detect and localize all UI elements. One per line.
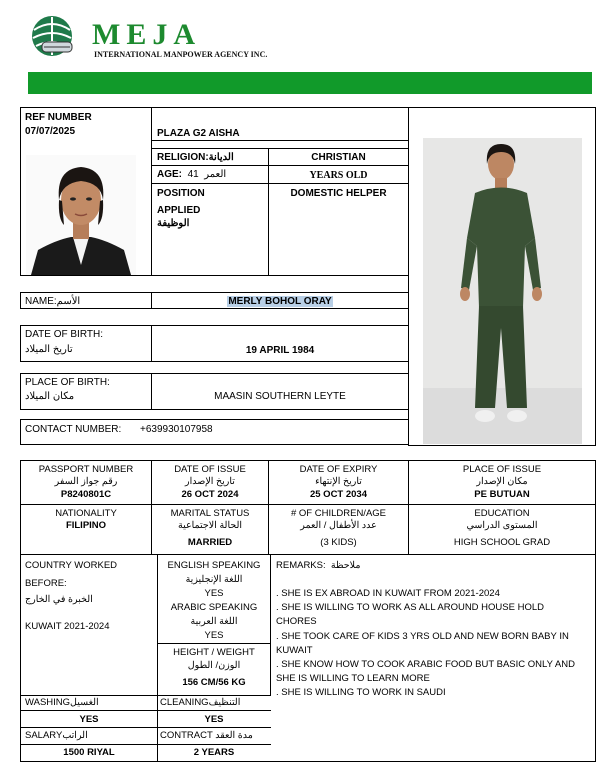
contract-label: CONTRACT مدة العقد bbox=[160, 730, 253, 741]
remarks-list bbox=[276, 587, 592, 701]
agency-name: MEJA bbox=[92, 18, 201, 51]
expiry-date: 25 OCT 2034 bbox=[309, 489, 368, 500]
contract: 2 YEARS bbox=[193, 747, 235, 758]
salary: 1500 RIYAL bbox=[63, 747, 115, 758]
dob-label-ar: تاريخ الميلاد bbox=[25, 344, 73, 355]
remark-line: . SHE IS EX ABROAD IN KUWAIT FROM 2021-2024 bbox=[276, 588, 500, 599]
height-weight-label: HEIGHT / WEIGHT bbox=[173, 647, 255, 658]
remark-line: . SHE IS WILLING TO WORK IN SAUDI bbox=[276, 687, 446, 699]
english-speaking-label: ENGLISH SPEAKING bbox=[167, 560, 261, 571]
position-label-2: APPLIED bbox=[157, 205, 201, 216]
place-of-issue-label-ar: مكان الإصدار bbox=[476, 476, 528, 487]
country-worked-label-1: COUNTRY WORKED bbox=[25, 560, 118, 571]
passport-number-label-ar: رقم جواز السفر bbox=[54, 476, 118, 487]
pob-label-ar: مكان الميلاد bbox=[25, 391, 75, 402]
cleaning-label: CLEANINGالتنظيف bbox=[160, 697, 241, 708]
remark-line: . SHE IS WILLING TO WORK AS ALL AROUND HOUSE HOLD bbox=[276, 602, 545, 614]
remark-line: CHORES bbox=[276, 616, 317, 628]
cleaning: YES bbox=[204, 714, 224, 725]
place-of-issue: PE BUTUAN bbox=[474, 489, 530, 500]
dob-label: DATE OF BIRTH: bbox=[25, 329, 103, 340]
education-label-ar: المستوى الدراسي bbox=[466, 520, 538, 531]
children-label-ar: عدد الأطفال / العمر bbox=[300, 520, 377, 531]
expiry-date-label: DATE OF EXPIRY bbox=[299, 464, 378, 475]
age-unit: YEARS OLD bbox=[309, 170, 368, 181]
washing: YES bbox=[79, 714, 99, 725]
arabic-speaking: YES bbox=[204, 630, 224, 641]
marital-status: MARRIED bbox=[187, 537, 233, 548]
agency-tagline: INTERNATIONAL MANPOWER AGENCY INC. bbox=[94, 50, 268, 59]
headshot-photo bbox=[26, 155, 136, 275]
full-body-photo bbox=[423, 138, 582, 444]
height-weight-label-ar: الوزن/ الطول bbox=[187, 660, 241, 671]
ref-number-value: 07/07/2025 bbox=[25, 126, 76, 137]
issue-date-label-ar: تاريخ الإصدار bbox=[185, 476, 235, 487]
name-label: NAME:الأسم bbox=[25, 296, 81, 307]
position-label-1: POSITION bbox=[157, 188, 205, 199]
remark-line: . SHE KNOW HOW TO COOK ARABIC FOOD BUT BASIC ONLY AND bbox=[276, 659, 575, 671]
religion-value: CHRISTIAN bbox=[311, 152, 366, 163]
place-of-issue-label: PLACE OF ISSUE bbox=[462, 464, 542, 475]
height-weight: 156 CM/56 KG bbox=[182, 677, 246, 688]
header-band bbox=[28, 72, 592, 94]
marital-status-label: MARITAL STATUS bbox=[170, 508, 250, 519]
passport-number: P8240801C bbox=[60, 489, 112, 500]
english-speaking-label-ar: اللغة الإنجليزية bbox=[185, 574, 243, 585]
plaza-name: PLAZA G2 AISHA bbox=[157, 128, 240, 139]
issue-date: 26 OCT 2024 bbox=[181, 489, 239, 500]
position-value: DOMESTIC HELPER bbox=[290, 188, 387, 199]
ref-number-label: REF NUMBER bbox=[25, 112, 92, 123]
religion-label: RELIGION:الديانة bbox=[157, 152, 234, 163]
education: HIGH SCHOOL GRAD bbox=[453, 537, 551, 548]
contact-value: +639930107958 bbox=[140, 424, 213, 435]
english-speaking: YES bbox=[204, 588, 224, 599]
marital-status-label-ar: الحالة الاجتماعية bbox=[178, 520, 242, 531]
remark-line: . SHE TOOK CARE OF KIDS 3 YRS OLD AND NEW BORN BABY IN bbox=[276, 630, 569, 642]
agency-logo bbox=[28, 14, 88, 60]
salary-label: SALARYالراتب bbox=[25, 730, 88, 741]
position-label-ar: الوظيفة bbox=[157, 218, 190, 229]
dob-value: 19 APRIL 1984 bbox=[245, 345, 315, 356]
children-label: # OF CHILDREN/AGE bbox=[290, 508, 387, 519]
country-worked-label-2: BEFORE: bbox=[25, 578, 67, 589]
pob-label: PLACE OF BIRTH: bbox=[25, 377, 110, 388]
remark-line: SHE IS WILLING TO LEARN MORE bbox=[276, 673, 430, 685]
nationality: FILIPINO bbox=[65, 520, 107, 531]
country-worked-label-ar: الخبرة في الخارج bbox=[25, 594, 93, 605]
washing-label: WASHINGالغسيل bbox=[25, 697, 99, 708]
pob-value: MAASIN SOUTHERN LEYTE bbox=[214, 391, 346, 402]
name-value: MERLY BOHOL ORAY bbox=[228, 296, 332, 307]
expiry-date-label-ar: تاريخ الإنتهاء bbox=[315, 476, 362, 487]
remark-line: KUWAIT bbox=[276, 644, 313, 656]
nationality-label: NATIONALITY bbox=[55, 508, 117, 519]
arabic-speaking-label: ARABIC SPEAKING bbox=[170, 602, 258, 613]
issue-date-label: DATE OF ISSUE bbox=[174, 464, 246, 475]
age-label: AGE: العمر 41 bbox=[157, 169, 227, 180]
education-label: EDUCATION bbox=[474, 508, 530, 519]
passport-number-label: PASSPORT NUMBER bbox=[38, 464, 134, 475]
contact-label: CONTACT NUMBER: bbox=[25, 424, 122, 435]
remarks-label: REMARKS: ملاحظة bbox=[276, 560, 361, 571]
children-value: (3 KIDS) bbox=[320, 537, 357, 548]
arabic-speaking-label-ar: اللغة العربية bbox=[190, 616, 238, 627]
country-worked: KUWAIT 2021-2024 bbox=[25, 621, 110, 632]
